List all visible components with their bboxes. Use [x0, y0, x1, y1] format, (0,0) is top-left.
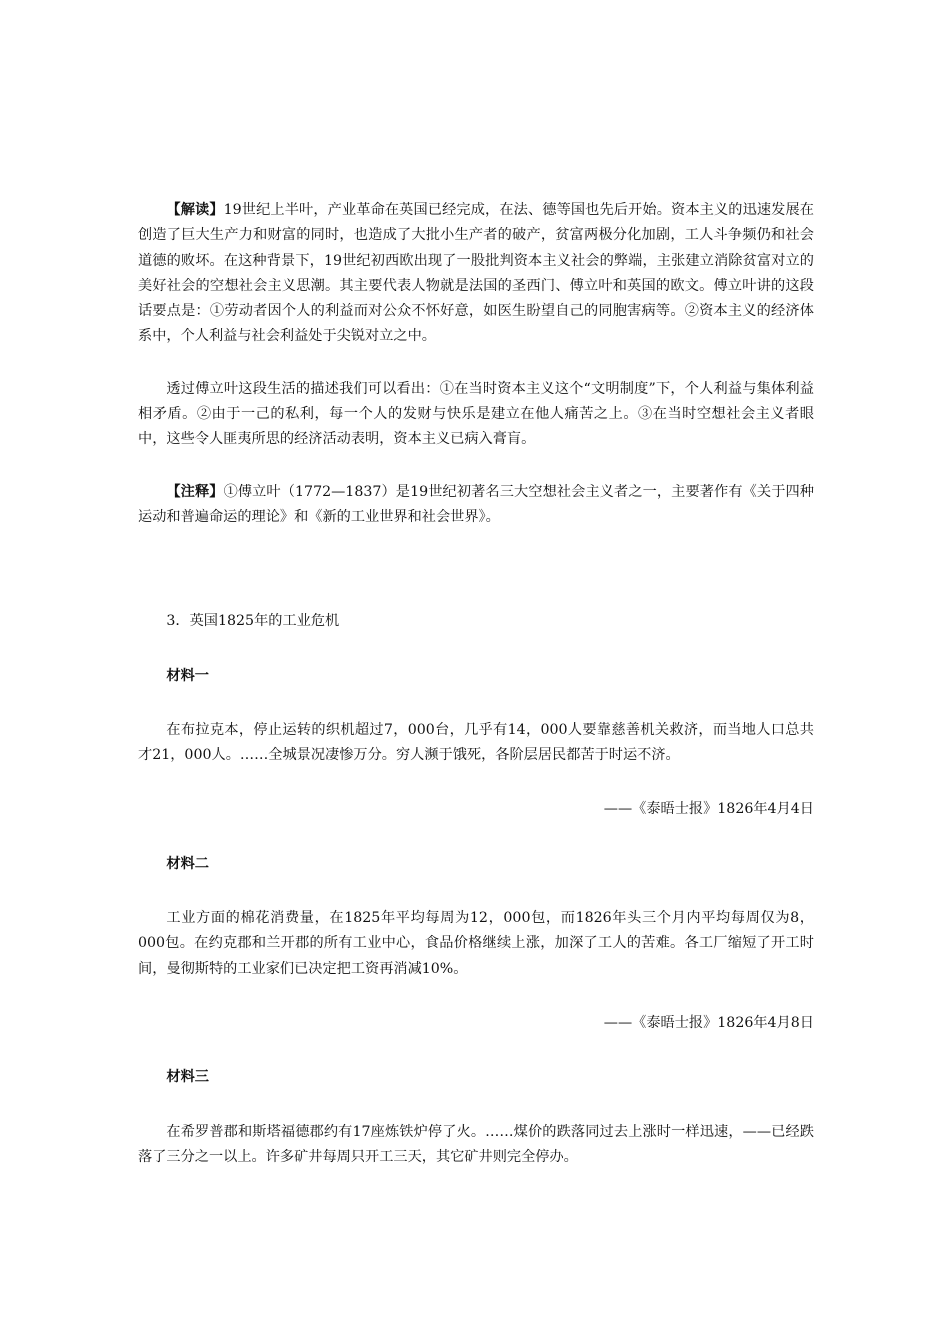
analysis-paragraph: 透过傅立叶这段生活的描述我们可以看出：①在当时资本主义这个“文明制度”下，个人利益与集体利益相矛盾。②由于一己的私利，每一个人的发财与快乐是建立在他人痛苦之上。③在当时空想社会主义者眼中，这些令人匪夷所思的经济活动表明，资本主义已病入膏肓。 [138, 380, 814, 448]
material-2-body: 工业方面的棉花消费量，在1825年平均每周为12，000包，而1826年头三个月内平均每周仅为8，000包。在约克郡和兰开郡的所有工业中心，食品价格继续上涨，加深了工人的苦难。各工厂缩短了开工时间，曼彻斯特的工业家们已决定把工资再消减10%。 [138, 910, 814, 977]
jiedu-paragraph [138, 198, 814, 350]
zhushi-text: ①傅立叶（1772—1837）是19世纪初著名三大空想社会主义者之一，主要著作有《关于四种运动和普遍命运的理论》和《新的工业世界和社会世界》。 [138, 483, 814, 525]
section-title: 3．英国1825年的工业危机 [166, 613, 340, 630]
zhushi-paragraph [138, 480, 814, 531]
material-3-body: 在希罗普郡和斯塔福德郡约有17座炼铁炉停了火。……煤价的跌落同过去上涨时一样迅速，——已经跌落了三分之一以上。许多矿井每周只开工三天，其它矿井则完全停办。 [138, 1123, 814, 1165]
material-1-heading: 材料一 [166, 667, 209, 684]
material-1-body: 在布拉克本，停止运转的织机超过7，000台，几乎有14，000人要靠慈善机关救济，而当地人口总共才21，000人。……全城景况凄惨万分。穷人濒于饿死，各阶层居民都苦于时运不济。 [138, 721, 814, 764]
jiedu-text: 19世纪上半叶，产业革命在英国已经完成，在法、德等国也先后开始。资本主义的迅速发展在创造了巨大生产力和财富的同时，也造成了大批小生产者的破产，贫富两极分化加剧，工人斗争频仍和社会道德的败坏。在这种背景下，19世纪初西欧出现了一股批判资本主义社会的弊端，主张建立消除贫富对立的美好社会的空想社会主义思潮。其主要代表人物就是法国的圣西门、傅立叶和英国的欧文。傅立叶讲的这段话要点是：①劳动者因个人的利益而对公众不怀好意，如医生盼望自己的同胞害病等。②资本主义的经济体系中，个人利益与社会利益处于尖锐对立之中。 [138, 202, 814, 345]
document-body [138, 198, 814, 1170]
material-2-heading: 材料二 [166, 855, 209, 872]
material-2-source: ——《泰晤士报》1826年4月8日 [603, 1014, 814, 1031]
jiedu-label: 【解读】 [166, 202, 224, 218]
material-3-heading: 材料三 [166, 1069, 209, 1086]
material-1-source: ——《泰晤士报》1826年4月4日 [603, 801, 814, 818]
zhushi-label: 【注释】 [166, 483, 224, 500]
